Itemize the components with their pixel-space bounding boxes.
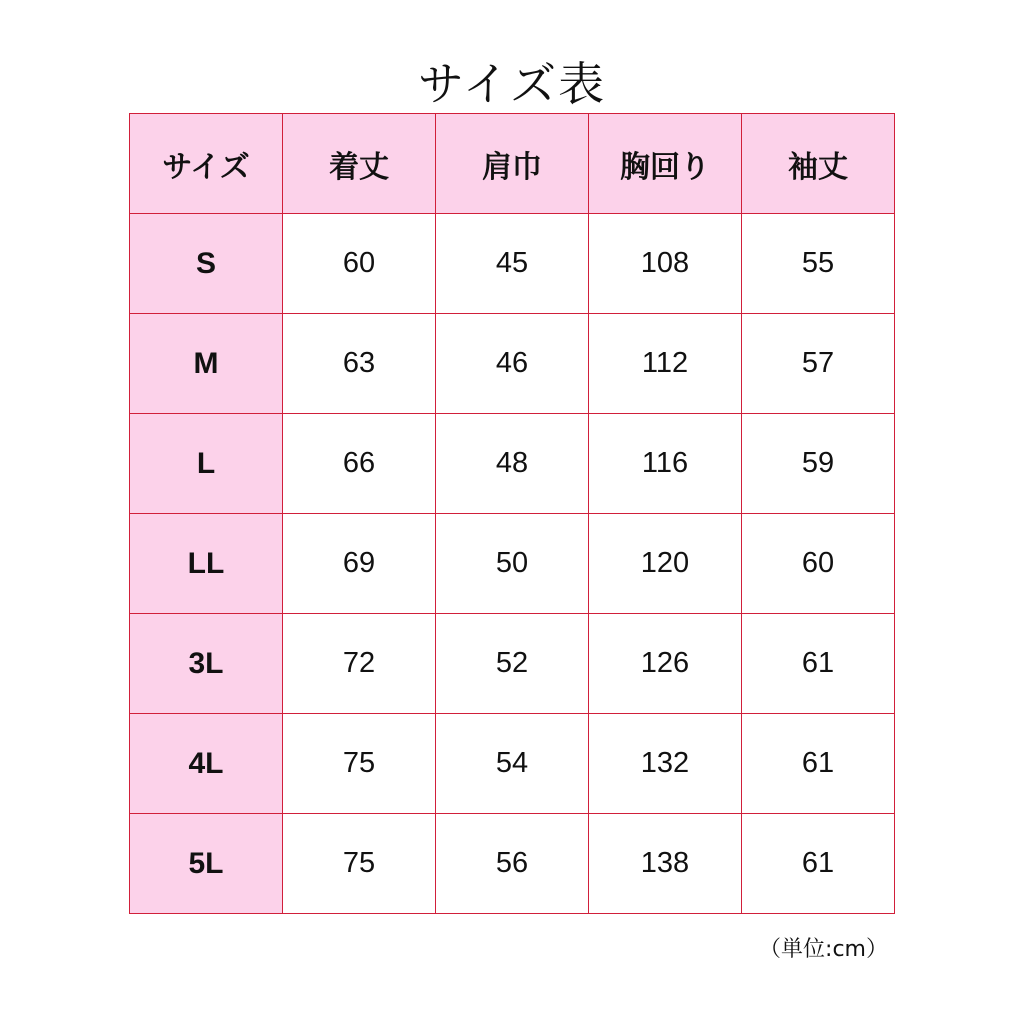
size-label: 4L	[130, 714, 283, 814]
column-header-shoulder: 肩巾	[436, 114, 589, 214]
table-row	[130, 514, 895, 614]
table-row	[130, 314, 895, 414]
table-cell: 57	[742, 314, 895, 414]
size-label: S	[130, 214, 283, 314]
table-cell: 55	[742, 214, 895, 314]
size-label: 3L	[130, 614, 283, 714]
table-cell: 46	[436, 314, 589, 414]
table-cell: 120	[589, 514, 742, 614]
table-row	[130, 714, 895, 814]
table-cell: 59	[742, 414, 895, 514]
table-cell: 75	[283, 714, 436, 814]
column-header-sleeve: 袖丈	[742, 114, 895, 214]
table-cell: 126	[589, 614, 742, 714]
table-cell: 61	[742, 814, 895, 914]
table-cell: 45	[436, 214, 589, 314]
table-cell: 50	[436, 514, 589, 614]
table-cell: 112	[589, 314, 742, 414]
column-header-chest: 胸回り	[589, 114, 742, 214]
table-cell: 66	[283, 414, 436, 514]
size-label: L	[130, 414, 283, 514]
table-header-row	[130, 114, 895, 214]
column-header-size: サイズ	[130, 114, 283, 214]
table-row	[130, 814, 895, 914]
column-header-length: 着丈	[283, 114, 436, 214]
table-cell: 75	[283, 814, 436, 914]
table-cell: 52	[436, 614, 589, 714]
table-cell: 61	[742, 614, 895, 714]
table-cell: 116	[589, 414, 742, 514]
table-cell: 56	[436, 814, 589, 914]
table-cell: 69	[283, 514, 436, 614]
size-label: LL	[130, 514, 283, 614]
size-label: M	[130, 314, 283, 414]
page-title: サイズ表	[417, 57, 607, 111]
table-cell: 48	[436, 414, 589, 514]
size-label: 5L	[130, 814, 283, 914]
size-table	[129, 113, 895, 914]
table-cell: 60	[283, 214, 436, 314]
unit-note: （単位:cm）	[759, 937, 888, 962]
table-cell: 132	[589, 714, 742, 814]
table-cell: 108	[589, 214, 742, 314]
table-cell: 72	[283, 614, 436, 714]
table-cell: 63	[283, 314, 436, 414]
table-row	[130, 614, 895, 714]
table-row	[130, 214, 895, 314]
table-cell: 138	[589, 814, 742, 914]
table-cell: 54	[436, 714, 589, 814]
table-row	[130, 414, 895, 514]
table-cell: 60	[742, 514, 895, 614]
table-cell: 61	[742, 714, 895, 814]
